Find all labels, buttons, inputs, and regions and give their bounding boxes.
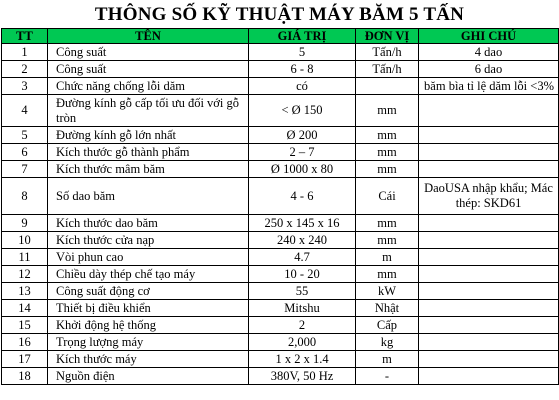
spec-table	[1, 28, 559, 385]
row-unit: Cái	[356, 178, 419, 215]
table-row	[2, 178, 559, 215]
header-value: GIÁ TRỊ	[249, 29, 356, 44]
row-unit: mm	[356, 266, 419, 283]
row-number: 16	[2, 334, 48, 351]
row-name: Công suất	[48, 44, 249, 61]
row-unit: mm	[356, 127, 419, 144]
row-note	[419, 368, 559, 385]
row-number: 3	[2, 78, 48, 95]
table-row	[2, 317, 559, 334]
row-name: Khởi động hệ thống	[48, 317, 249, 334]
row-name: Thiết bị điều khiển	[48, 300, 249, 317]
row-number: 9	[2, 215, 48, 232]
header-tt: TT	[2, 29, 48, 44]
row-name: Đường kính gỗ lớn nhất	[48, 127, 249, 144]
row-number: 11	[2, 249, 48, 266]
table-row	[2, 144, 559, 161]
row-name: Nguồn điện	[48, 368, 249, 385]
row-unit: -	[356, 368, 419, 385]
header-name: TÊN	[48, 29, 249, 44]
header-note: GHI CHÚ	[419, 29, 559, 44]
table-row	[2, 78, 559, 95]
row-note	[419, 127, 559, 144]
row-value: < Ø 150	[249, 95, 356, 127]
row-name: Công suất động cơ	[48, 283, 249, 300]
table-row	[2, 127, 559, 144]
row-name: Đường kính gỗ cấp tối ưu đối với gỗ tròn	[48, 95, 249, 127]
row-number: 14	[2, 300, 48, 317]
row-value: 4 - 6	[249, 178, 356, 215]
table-row	[2, 61, 559, 78]
row-note	[419, 144, 559, 161]
row-unit: Nhật	[356, 300, 419, 317]
row-note	[419, 317, 559, 334]
row-unit	[356, 78, 419, 95]
row-value: có	[249, 78, 356, 95]
row-note: 6 dao	[419, 61, 559, 78]
row-name: Trọng lượng máy	[48, 334, 249, 351]
row-value: 2,000	[249, 334, 356, 351]
row-value: Ø 1000 x 80	[249, 161, 356, 178]
row-value: 4.7	[249, 249, 356, 266]
row-value: 55	[249, 283, 356, 300]
row-note	[419, 161, 559, 178]
row-number: 8	[2, 178, 48, 215]
row-value: 240 x 240	[249, 232, 356, 249]
row-note	[419, 232, 559, 249]
row-number: 7	[2, 161, 48, 178]
row-unit: mm	[356, 161, 419, 178]
row-name: Kích thước gỗ thành phẩm	[48, 144, 249, 161]
row-number: 10	[2, 232, 48, 249]
row-number: 17	[2, 351, 48, 368]
row-number: 1	[2, 44, 48, 61]
table-row	[2, 266, 559, 283]
row-value: 2	[249, 317, 356, 334]
row-name: Số dao băm	[48, 178, 249, 215]
row-name: Kích thước dao băm	[48, 215, 249, 232]
row-note: băm bìa tỉ lệ dăm lỗi <3%	[419, 78, 559, 95]
row-value: 250 x 145 x 16	[249, 215, 356, 232]
row-name: Kích thước mâm băm	[48, 161, 249, 178]
row-number: 4	[2, 95, 48, 127]
row-unit: m	[356, 351, 419, 368]
table-row	[2, 300, 559, 317]
row-name: Công suất	[48, 61, 249, 78]
row-number: 2	[2, 61, 48, 78]
row-value: 380V, 50 Hz	[249, 368, 356, 385]
row-unit: Tấn/h	[356, 44, 419, 61]
table-row	[2, 95, 559, 127]
table-row	[2, 249, 559, 266]
row-note	[419, 95, 559, 127]
row-note	[419, 249, 559, 266]
row-name: Vòi phun cao	[48, 249, 249, 266]
row-value: 1 x 2 x 1.4	[249, 351, 356, 368]
table-row	[2, 334, 559, 351]
row-note	[419, 266, 559, 283]
row-note	[419, 300, 559, 317]
row-number: 6	[2, 144, 48, 161]
table-row	[2, 351, 559, 368]
table-row	[2, 161, 559, 178]
row-number: 15	[2, 317, 48, 334]
row-unit: mm	[356, 144, 419, 161]
row-name: Kích thước cửa nạp	[48, 232, 249, 249]
row-note	[419, 351, 559, 368]
row-note: 4 dao	[419, 44, 559, 61]
row-value: 5	[249, 44, 356, 61]
row-value: 2 – 7	[249, 144, 356, 161]
row-number: 13	[2, 283, 48, 300]
table-row	[2, 232, 559, 249]
row-unit: Cấp	[356, 317, 419, 334]
row-unit: mm	[356, 95, 419, 127]
row-unit: m	[356, 249, 419, 266]
row-note: DaoUSA nhập khẩu; Mác thép: SKD61	[419, 178, 559, 215]
row-name: Chiều dày thép chế tạo máy	[48, 266, 249, 283]
header-row	[2, 29, 559, 44]
row-number: 12	[2, 266, 48, 283]
row-number: 5	[2, 127, 48, 144]
row-unit: kW	[356, 283, 419, 300]
row-name: Chức năng chống lỗi dăm	[48, 78, 249, 95]
row-unit: mm	[356, 232, 419, 249]
table-row	[2, 44, 559, 61]
table-row	[2, 283, 559, 300]
table-row	[2, 215, 559, 232]
row-value: 10 - 20	[249, 266, 356, 283]
row-value: 6 - 8	[249, 61, 356, 78]
header-unit: ĐƠN VỊ	[356, 29, 419, 44]
row-value: Mitshu	[249, 300, 356, 317]
row-unit: kg	[356, 334, 419, 351]
row-unit: Tấn/h	[356, 61, 419, 78]
page-title: THÔNG SỐ KỸ THUẬT MÁY BĂM 5 TẤN	[94, 4, 465, 25]
row-note	[419, 283, 559, 300]
row-unit: mm	[356, 215, 419, 232]
row-note	[419, 334, 559, 351]
row-name: Kích thước máy	[48, 351, 249, 368]
row-value: Ø 200	[249, 127, 356, 144]
table-row	[2, 368, 559, 385]
row-note	[419, 215, 559, 232]
row-number: 18	[2, 368, 48, 385]
